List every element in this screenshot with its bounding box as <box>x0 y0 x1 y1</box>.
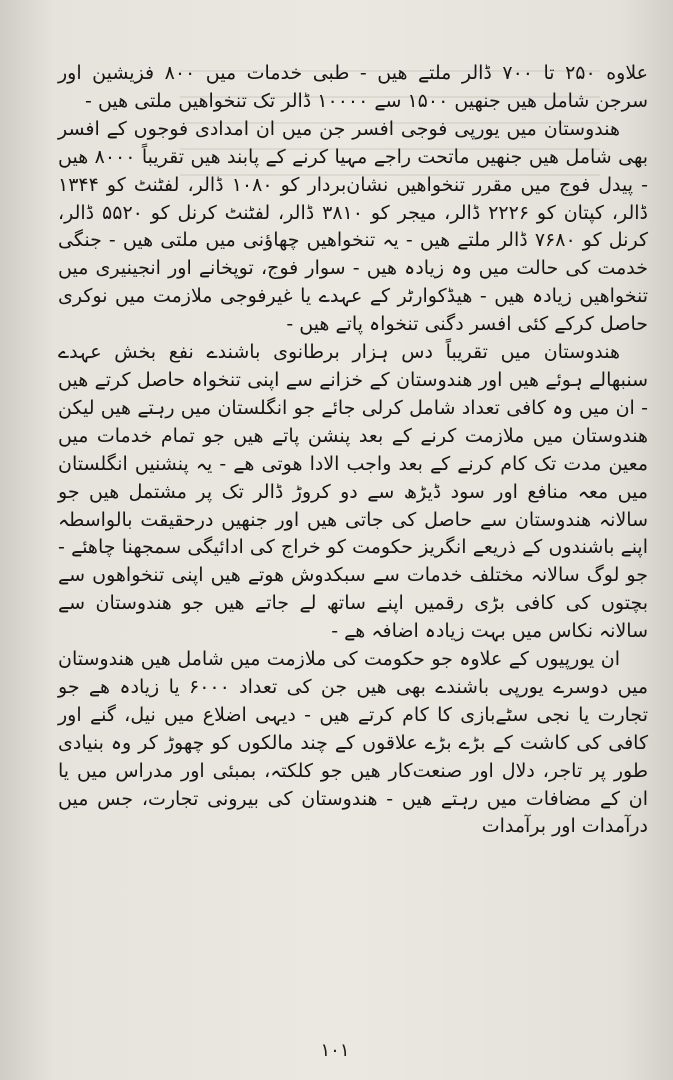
paragraph-1: علاوه ۲۵۰ تا ۷۰۰ ڈالر ملتے ھیں - طبی خدمات میں ۸۰۰ فزیشین اور سرجن شامل ھیں جنھیں ۱۵۰۰ سے ۱۰۰۰۰ ڈالر تک تنخواھیں ملتی ھیں - <box>58 62 649 112</box>
paragraph-3: ھندوستان میں تقریباً دس ہزار برطانوی باشندے نفع بخش عہدے سنبھالے ہوئے ھیں اور ھندوستان کے خزانے سے اپنی تنخواہ حاصل کرتے ھیں - ان میں وہ کافی تعداد شامل کرلی جائے جو انگلستان میں رہتے ھیں لیکن ھندوستان میں ملازمت کرنے کے بعد پنشن پاتے ھیں جو تمام خدمات میں معین مدت تک کام کرنے کے بعد واجب الادا ھوتی ھے - یہ پنشنیں انگلستان میں معہ منافع اور سود ڈیڑھ سے دو کروڑ ڈالر تک پر مشتمل ھیں جو سالانہ ھندوستان سے حاصل کی جاتی ھیں اور جنھیں درحقیقت بالواسطہ اپنے باشندوں کے ذریعے انگریز حکومت کو خراج کی ادائیگی سمجھنا چاھئے - جو لوگ سالانہ مختلف خدمات سے سبکدوش ھوتے ھیں اپنی تنخواھوں سے بچتوں کی کافی بڑی رقمیں اپنے ساتھ لے جاتے ھیں جو ھندوستان سے سالانہ نکاس میں بہت زیادہ اضافہ ھے - <box>58 341 648 643</box>
page-number: ۱۰۱ <box>320 1040 350 1061</box>
body-text <box>58 60 648 841</box>
paragraph-2: ھندوستان میں یورپی فوجی افسر جن میں ان امدادی فوجوں کے افسر بھی شامل ھیں جنھیں ماتحت راجے مہیا کرنے کے پابند ھیں تقریباً ۸۰۰۰ ھیں - پیدل فوج میں مقرر تنخواھیں نشان‌بردار کو ۱۰۸۰ ڈالر، لفٹنٹ کو ۱۳۴۴ ڈالر، کپتان کو ۲۲۲۶ ڈالر، میجر کو ۳۸۱۰ ڈالر، لفٹنٹ کرنل کو ۵۵۲۰ ڈالر، کرنل کو ۷۶۸۰ ڈالر ملتے ھیں - یہ تنخواھیں چھاؤنی میں ملتی ھیں - جنگی خدمت کی حالت میں وہ زیادہ ھیں - سوار فوج، توپخانے اور انجینیری میں تنخواھیں زیادہ ھیں - ھیڈکوارٹر کے عہدے یا غیرفوجی ملازمت میں نوکری حاصل کرکے کئی افسر دگنی تنخواہ پاتے ھیں - <box>58 117 648 336</box>
paragraph-4: ان یورپیوں کے علاوہ جو حکومت کی ملازمت میں شامل ھیں ھندوستان میں دوسرے یورپی باشندے بھی ھیں جن کی تعداد ۶۰۰۰ یا زیادہ ھے جو تجارت یا نجی سٹےبازی کا کام کرتے ھیں - دیہی اضلاع میں نیل، گنے اور کافی کی کاشت کے بڑے بڑے علاقوں کے چند مالکوں کو چھوڑ کر وہ بنیادی طور پر تاجر، دلال اور صنعت‌کار ھیں جو کلکتہ، بمبئی اور مدراس میں یا ان کے مضافات میں رہتے ھیں - ھندوستان کی بیرونی تجارت، جس میں درآمدات اور برآمدات <box>58 648 649 838</box>
